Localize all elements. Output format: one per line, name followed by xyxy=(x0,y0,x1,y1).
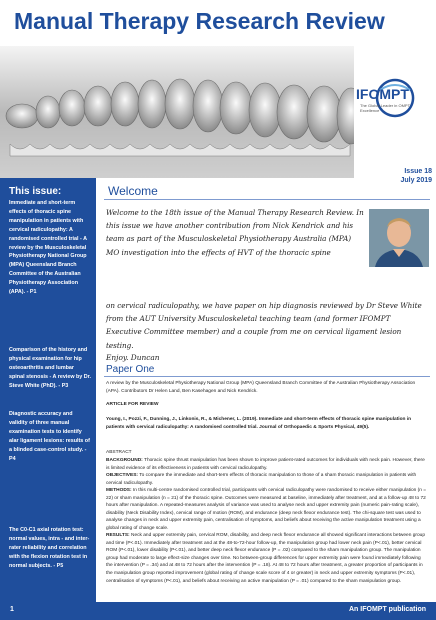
welcome-signoff: Enjoy. Duncan xyxy=(106,353,160,362)
logo-wordmark: IFOMPT xyxy=(356,86,409,102)
spine-illustration xyxy=(0,46,354,178)
paper-heading: Paper One xyxy=(106,364,155,375)
this-issue-sidebar xyxy=(0,178,96,602)
editor-portrait-illustration xyxy=(369,209,429,267)
issue-number: Issue 18 xyxy=(404,168,432,175)
sidebar-item-text: The C0-C1 axial rotation test: normal values, intra - and inter-rater reliability and correlation with the flexion rotation test in normal subjects. - P5 xyxy=(9,527,90,569)
page-footer xyxy=(0,602,436,620)
sidebar-item-1 xyxy=(9,186,91,297)
sidebar-item-text: Comparison of the history and physical examination for hip osteoarthritis and lumbar spinal stenosis - A review by Dr. Steve White (PhD). - P3 xyxy=(9,347,91,389)
abstract-objectives xyxy=(106,472,428,487)
logo-tagline: The Global Leader in OMPT Excellence xyxy=(360,103,410,113)
article-label: ARTICLE FOR REVIEW xyxy=(106,402,159,407)
sidebar-title: This issue: xyxy=(9,186,62,197)
brand-panel xyxy=(354,46,436,184)
background-label: BACKGROUND: xyxy=(106,458,143,463)
results-label: RESULTS: xyxy=(106,533,130,538)
paper-divider xyxy=(104,376,430,377)
objectives-text: To compare the immediate and short-term effects of thoracic manipulation to those of a sham thoracic manipulation in patients with cervical radiculopathy. xyxy=(106,473,417,486)
publication-title: Manual Therapy Research Review xyxy=(14,8,385,34)
objectives-label: OBJECTIVES: xyxy=(106,473,138,478)
spine-banner-image xyxy=(0,46,354,178)
masthead xyxy=(0,0,436,46)
abstract-methods xyxy=(106,487,428,533)
background-text: Thoracic spine thrust manipulation has been shown to improve patient-rated outcomes for individuals with neck pain. However, there is limited evidence of its effectiveness in patients with cervical radiculopathy. xyxy=(106,458,425,471)
editor-photo xyxy=(369,209,429,267)
sidebar-item-4 xyxy=(9,526,91,571)
welcome-paragraph-2: on cervical radiculopathy, we have paper on hip diagnosis reviewed by Dr Steve White from the AUT University Musculoskeletal teaching team (and former IFOMPT Executive Committee member) and a couple from me on cervical ligament lesion testing. xyxy=(106,301,422,350)
publisher-credit: An IFOMPT publication xyxy=(349,606,426,613)
abstract-results xyxy=(106,532,428,585)
welcome-paragraph-1: Welcome to the 18th issue of the Manual Therapy Research Review. In this issue we have another contribution from Nick Kendrick and his team as part of the Musculoskeletal Physiotherapy Australia (MPA) MO investigation into the effects of HVT of the thoracic spine xyxy=(106,208,364,257)
methods-label: METHODS: xyxy=(106,488,132,493)
methods-text: In this multi-centre randomised controlled trial, participants with cervical radiculopathy were randomised to receive either manipulation (n = 22) or sham manipulation (n = 21) of the thoracic spine. Outcomes were measured at baseline, immediately after treatment, and at a follow-up 48 to 72 hours after manipulation. A repeated-measures analysis of variance was used to analyse neck and upper extremity pain (numeric pain-rating scale), disability (Neck Disability Index), cervical range of motion (ROM), and endurance (deep neck flexor endurance test). The chi-square test was used to analyse changes in neck and upper extremity pain, centralisation of symptoms, and beliefs about receiving the active manipulation treatment using a global rating of change scale. xyxy=(106,488,427,531)
sidebar-item-text: Diagnostic accuracy and validity of three manual examination tests to identify alar ligament lesions: results of a blinded case-control study. - P4 xyxy=(9,411,90,462)
sidebar-item-2 xyxy=(9,346,91,391)
abstract-label: ABSTRACT xyxy=(106,450,132,455)
welcome-heading: Welcome xyxy=(108,184,158,198)
abstract-background xyxy=(106,457,428,472)
sidebar-item-text: Immediate and short-term effects of thoracic spine manipulation in patients with cervical radiculopathy: A randomised controlled trial - A review by the Musculoskeletal Physiotherapy National Group (MPA) Queensland Branch Committee of the Australian Physiotherapy Association (APA). - P1 xyxy=(9,200,87,296)
paper-intro: A review by the Musculoskeletal Physiotherapy National Group (MPA) Queensland Branch Committee of the Australian Physiotherapy Association (APA). Contributors Dr Helen Land, Ben Kasehagen and Nick Kendrick. xyxy=(106,381,416,394)
welcome-divider xyxy=(104,199,430,200)
results-text: Neck and upper extremity pain, cervical ROM, disability, and deep neck flexor endurance all showed significant interactions between group and time (P<.01). Immediately after treatment and at the 48-to-72-hour follow-up, the manipulation group had lower neck pain (P<.01), better cervical ROM (P<.01), lower disability (P<.01), and better deep neck flexor endurance (P = .02) compared to the sham manipulation group. The manipulation group had moderate to large effect-size changes over time. No between-group differences for upper extremity pain were found immediately following the intervention (P = .34) and at 48 to 72 hours after the intervention (P = .18). At 48 to 72 hours after treatment, a greater proportion of participants in the manipulation group reported improvement (global rating of change scale score of 4 or greater) in neck and upper extremity symptoms (P<.01), centralisation of symptoms (P<.01), and beliefs about receiving an active manipulation (P = .01) compared to the sham manipulation group. xyxy=(106,533,425,584)
sidebar-item-3 xyxy=(9,410,91,463)
article-citation: Young, I., Pozzi, F., Dunning, J., Linkonis, R., & Michener, L. (2019). Immediate and short-term effects of thoracic spine manipulation in patients with cervical radiculopathy: A randomised controlled trial. Journal of Orthopaedic & Sports Physical, 49(5). xyxy=(106,417,412,430)
page-number: 1 xyxy=(10,606,14,613)
issue-date: July 2019 xyxy=(400,177,432,184)
